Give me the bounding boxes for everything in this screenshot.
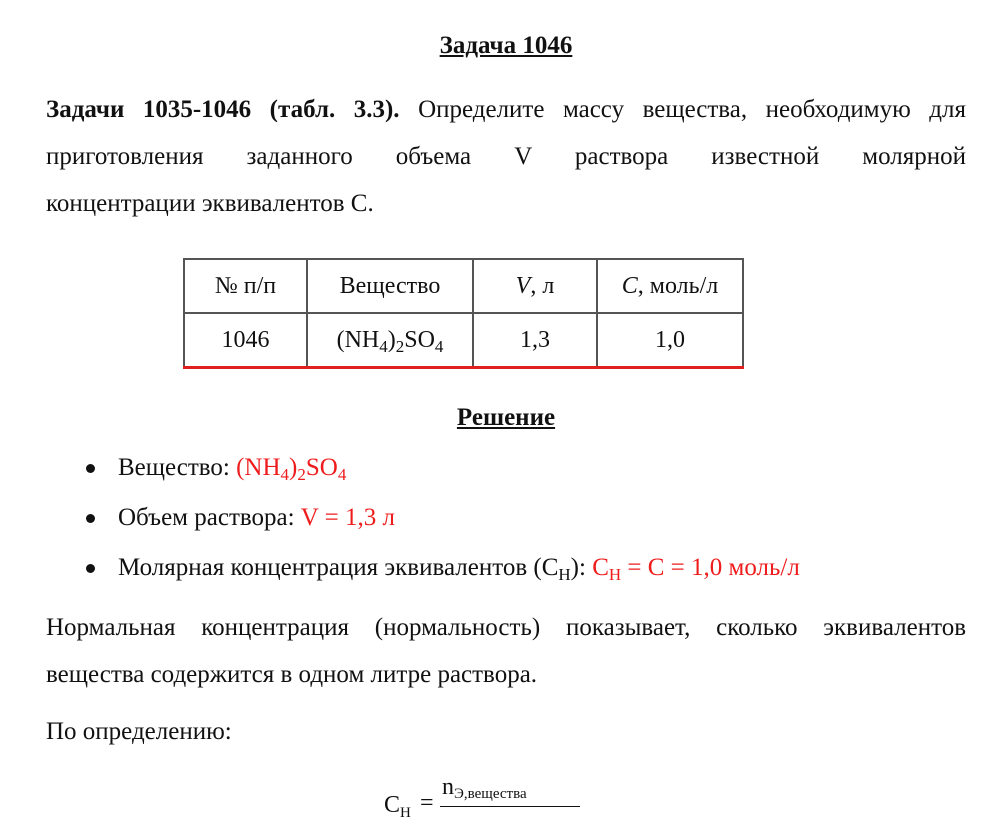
table-row [184, 313, 743, 368]
given-list [82, 446, 800, 596]
volume-value: V = 1,3 л [300, 504, 395, 531]
concentration-value: $C_H = C = 1,0$ моль/л [592, 554, 800, 584]
formula-numerator: $n_{Э,вещества}$ [442, 774, 527, 802]
cell-num: 1046 [184, 313, 307, 368]
header-substance: Вещество [307, 259, 473, 313]
normality-paragraph: Нормальная концентрация (нормальность) показывает, сколько эквивалентов вещества содержится в одном литре раствора. [46, 614, 966, 688]
normality-formula [384, 774, 584, 821]
cell-substance: $(NH_4)_2SO_4$ [307, 313, 473, 368]
task-table [183, 258, 744, 369]
statement-line-3: концентрации эквивалентов С. [46, 190, 374, 217]
statement-line-2: приготовления заданного объема V раствора известной молярной [46, 143, 966, 170]
solution-title: Решение [456, 404, 556, 431]
cell-concentration: 1,0 [597, 313, 743, 368]
task-title: Задача 1046 [439, 32, 573, 59]
list-item: Объем раствора: V = 1,3 л [82, 496, 800, 546]
list-item: Молярная концентрация эквивалентов $(C_H)$: $C_H = C = 1,0$ моль/л [82, 546, 800, 596]
header-num: № п/п [184, 259, 307, 313]
fraction-bar [440, 806, 580, 807]
formula-equals: = [420, 790, 434, 816]
substance-value: $(NH_4)_2SO_4$ [236, 454, 347, 484]
formula-lhs: $C_H$ [384, 792, 411, 821]
task-statement [46, 86, 966, 227]
list-item: Вещество: $(NH_4)_2SO_4$ [82, 446, 800, 496]
definition-label: По определению: [46, 718, 232, 745]
task-reference: Задачи 1035-1046 (табл. 3.3). [46, 96, 400, 123]
table-header-row [184, 259, 743, 313]
cell-volume: 1,3 [473, 313, 597, 368]
header-concentration: C, моль/л [597, 259, 743, 313]
statement-line-1: Задачи 1035-1046 (табл. 3.3). Определите массу вещества, необходимую для [46, 96, 966, 123]
header-volume: V, л [473, 259, 597, 313]
